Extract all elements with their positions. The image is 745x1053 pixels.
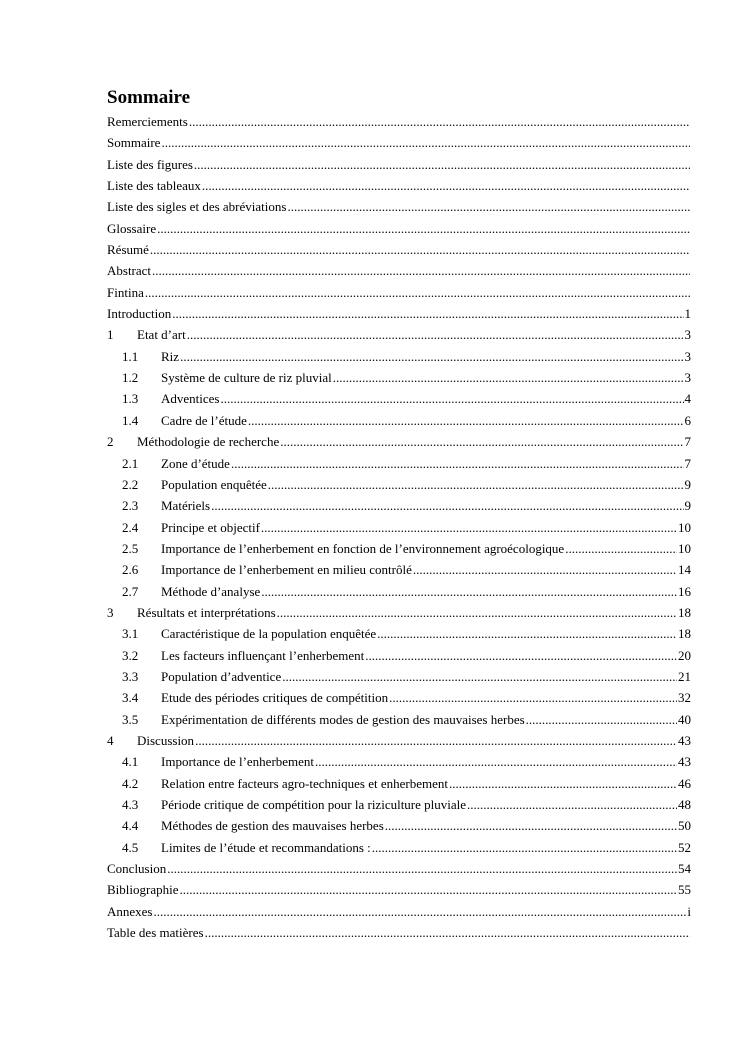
toc-dot-leader bbox=[282, 666, 677, 687]
toc-entry-label: Liste des figures bbox=[107, 156, 193, 172]
toc-entry-number: 3.4 bbox=[122, 690, 139, 706]
toc-dot-leader bbox=[150, 239, 690, 260]
table-of-contents bbox=[107, 111, 691, 943]
toc-entry-label: Importance de l’enherbement en milieu contrôlé bbox=[161, 562, 412, 578]
toc-entry-page-number: 43 bbox=[678, 732, 691, 748]
toc-entry-number: 1.4 bbox=[122, 412, 139, 428]
toc-entry-page-number: 55 bbox=[678, 882, 691, 898]
toc-entry-label: Principe et objectif bbox=[161, 519, 260, 535]
toc-entry[interactable] bbox=[107, 730, 691, 751]
toc-entry[interactable] bbox=[107, 602, 691, 623]
toc-entry-number: 4.3 bbox=[122, 797, 139, 812]
toc-dot-leader bbox=[372, 837, 677, 858]
toc-entry-label: Résultats et interprétations bbox=[137, 604, 276, 620]
toc-entry-page-number: 16 bbox=[678, 583, 691, 599]
toc-entry-label: Méthodes de gestion des mauvaises herbes bbox=[161, 818, 384, 834]
toc-entry[interactable] bbox=[107, 837, 691, 858]
toc-dot-leader bbox=[287, 196, 690, 217]
toc-entry-label: Résumé bbox=[107, 242, 149, 258]
toc-entry[interactable] bbox=[107, 645, 691, 666]
toc-entry-number: 2.6 bbox=[122, 562, 139, 578]
toc-entry[interactable] bbox=[107, 687, 691, 708]
toc-entry-label: Population d’adventice bbox=[161, 668, 282, 684]
toc-entry-label: Conclusion bbox=[107, 861, 167, 877]
toc-entry-page-number: 48 bbox=[678, 797, 691, 812]
toc-entry-label: Introduction bbox=[107, 306, 172, 322]
toc-dot-leader bbox=[195, 730, 677, 751]
toc-dot-leader bbox=[145, 282, 690, 303]
toc-dot-leader bbox=[413, 559, 677, 580]
toc-entry-page-number: 32 bbox=[678, 690, 691, 706]
toc-entry[interactable] bbox=[107, 538, 691, 559]
toc-entry[interactable] bbox=[107, 666, 691, 687]
toc-entry-page-number: 3 bbox=[684, 370, 691, 386]
toc-entry[interactable] bbox=[107, 324, 691, 345]
toc-entry-number: 2.1 bbox=[122, 455, 139, 471]
toc-entry-page-number: 3 bbox=[684, 348, 691, 364]
toc-entry[interactable] bbox=[107, 709, 691, 730]
toc-entry[interactable] bbox=[107, 388, 691, 409]
toc-entry-label: Cadre de l’étude bbox=[161, 412, 247, 428]
toc-entry-page-number: 10 bbox=[678, 519, 691, 535]
toc-entry-label: Etat d’art bbox=[137, 327, 186, 343]
toc-dot-leader bbox=[211, 495, 683, 516]
toc-dot-leader bbox=[157, 218, 690, 239]
toc-dot-leader bbox=[277, 602, 677, 623]
toc-entry-label: Méthodologie de recherche bbox=[137, 434, 280, 450]
toc-entry-page-number: 54 bbox=[678, 861, 691, 877]
toc-entry-number: 1.2 bbox=[122, 370, 139, 386]
toc-entry[interactable] bbox=[107, 623, 691, 644]
toc-entry-number: 2.2 bbox=[122, 476, 139, 492]
toc-entry-label: Fintina bbox=[107, 284, 144, 300]
toc-entry-page-number: 46 bbox=[678, 775, 691, 791]
toc-entry-page-number: 21 bbox=[678, 668, 691, 684]
toc-entry[interactable] bbox=[107, 794, 691, 815]
toc-entry-page-number: 14 bbox=[678, 562, 691, 578]
toc-entry[interactable] bbox=[107, 815, 691, 836]
toc-entry-label: Importance de l’enherbement bbox=[161, 754, 315, 770]
toc-entry-label: Zone d’étude bbox=[161, 455, 230, 471]
toc-entry[interactable] bbox=[107, 175, 691, 196]
toc-entry-page-number: 1 bbox=[684, 306, 691, 322]
toc-entry[interactable] bbox=[107, 901, 691, 922]
toc-entry[interactable] bbox=[107, 282, 691, 303]
toc-entry-number: 4.5 bbox=[122, 839, 139, 855]
toc-entry-number: 4.2 bbox=[122, 775, 139, 791]
toc-dot-leader bbox=[261, 517, 677, 538]
toc-entry-label: Etude des périodes critiques de compétition bbox=[161, 690, 389, 706]
toc-dot-leader bbox=[268, 474, 684, 495]
toc-dot-leader bbox=[526, 709, 677, 730]
toc-dot-leader bbox=[248, 410, 684, 431]
toc-entry-label: Système de culture de riz pluvial bbox=[161, 370, 332, 386]
toc-entry-label: Caractéristique de la population enquêtée bbox=[161, 626, 377, 642]
toc-entry-page-number: 9 bbox=[684, 498, 691, 514]
toc-entry-label: Matériels bbox=[161, 498, 211, 514]
toc-entry-number: 1.3 bbox=[122, 391, 139, 407]
toc-entry[interactable] bbox=[107, 858, 691, 879]
toc-entry-label: Population enquêtée bbox=[161, 476, 267, 492]
toc-entry[interactable] bbox=[107, 773, 691, 794]
toc-dot-leader bbox=[333, 367, 684, 388]
toc-dot-leader bbox=[202, 175, 690, 196]
toc-entry[interactable] bbox=[107, 431, 691, 452]
toc-entry-label: Les facteurs influençant l’enherbement bbox=[161, 647, 365, 663]
toc-dot-leader bbox=[389, 687, 677, 708]
toc-entry-label: Glossaire bbox=[107, 220, 157, 236]
toc-dot-leader bbox=[180, 879, 678, 900]
toc-entry[interactable] bbox=[107, 922, 691, 943]
toc-entry-number: 2.5 bbox=[122, 540, 139, 556]
toc-entry-page-number: 9 bbox=[684, 476, 691, 492]
toc-dot-leader bbox=[167, 858, 677, 879]
toc-entry-number: 3.3 bbox=[122, 668, 139, 684]
toc-entry[interactable] bbox=[107, 132, 691, 153]
toc-entry-label: Période critique de compétition pour la riziculture pluviale bbox=[161, 797, 467, 812]
toc-entry-label: Expérimentation de différents modes de gestion des mauvaises herbes bbox=[161, 711, 525, 727]
toc-dot-leader bbox=[231, 453, 684, 474]
toc-entry[interactable] bbox=[107, 453, 691, 474]
toc-entry-label: Abstract bbox=[107, 263, 152, 279]
toc-entry-page-number: 43 bbox=[678, 754, 691, 770]
toc-entry[interactable] bbox=[107, 517, 691, 538]
toc-entry-page-number: i bbox=[687, 903, 691, 919]
toc-entry-page-number: 20 bbox=[678, 647, 691, 663]
toc-entry-page-number: 3 bbox=[684, 327, 691, 343]
toc-dot-leader bbox=[152, 260, 690, 281]
toc-entry-label: Méthode d’analyse bbox=[161, 583, 261, 599]
toc-entry[interactable] bbox=[107, 474, 691, 495]
toc-dot-leader bbox=[377, 623, 677, 644]
toc-entry-label: Remerciements bbox=[107, 114, 188, 129]
toc-entry-number: 3.1 bbox=[122, 626, 139, 642]
toc-dot-leader bbox=[467, 794, 677, 815]
toc-entry-label: Liste des sigles et des abréviations bbox=[107, 199, 287, 215]
toc-entry-number: 1.1 bbox=[122, 348, 139, 364]
toc-dot-leader bbox=[187, 324, 684, 345]
page-title: Sommaire bbox=[107, 87, 191, 108]
toc-entry-page-number: 6 bbox=[684, 412, 691, 428]
toc-entry-number: 2 bbox=[107, 434, 114, 450]
toc-entry-label: Table des matières bbox=[107, 925, 204, 941]
toc-dot-leader bbox=[565, 538, 677, 559]
toc-entry-number: 2.7 bbox=[122, 583, 139, 599]
toc-entry-number: 3.2 bbox=[122, 647, 139, 663]
toc-entry-number: 3.5 bbox=[122, 711, 139, 727]
toc-entry-page-number: 4 bbox=[684, 391, 691, 407]
toc-entry-page-number: 18 bbox=[678, 626, 691, 642]
toc-entry[interactable] bbox=[107, 751, 691, 772]
toc-entry-number: 2.4 bbox=[122, 519, 139, 535]
toc-dot-leader bbox=[365, 645, 677, 666]
toc-entry-page-number: 40 bbox=[678, 711, 691, 727]
toc-entry-number: 4.4 bbox=[122, 818, 139, 834]
toc-entry[interactable] bbox=[107, 559, 691, 580]
toc-entry-number: 4.1 bbox=[122, 754, 139, 770]
toc-dot-leader bbox=[280, 431, 683, 452]
toc-entry[interactable] bbox=[107, 367, 691, 388]
toc-dot-leader bbox=[315, 751, 677, 772]
toc-entry-label: Bibliographie bbox=[107, 882, 179, 898]
toc-entry[interactable] bbox=[107, 154, 691, 175]
toc-entry-label: Adventices bbox=[161, 391, 220, 407]
toc-entry-number: 1 bbox=[107, 327, 114, 343]
toc-entry[interactable] bbox=[107, 303, 691, 324]
toc-entry-label: Riz bbox=[161, 348, 180, 364]
document-page bbox=[107, 86, 691, 943]
toc-dot-leader bbox=[161, 132, 690, 153]
toc-entry[interactable] bbox=[107, 581, 691, 602]
toc-entry-number: 3 bbox=[107, 604, 114, 620]
toc-entry-number: 2.3 bbox=[122, 498, 139, 514]
toc-dot-leader bbox=[154, 901, 687, 922]
toc-entry[interactable] bbox=[107, 196, 691, 217]
toc-entry-page-number: 18 bbox=[678, 604, 691, 620]
toc-dot-leader bbox=[220, 388, 683, 409]
toc-entry[interactable] bbox=[107, 260, 691, 281]
toc-entry[interactable] bbox=[107, 346, 691, 367]
toc-entry[interactable] bbox=[107, 495, 691, 516]
toc-entry-label: Discussion bbox=[137, 732, 195, 748]
toc-dot-leader bbox=[180, 346, 683, 367]
toc-entry[interactable] bbox=[107, 879, 691, 900]
toc-dot-leader bbox=[194, 154, 690, 175]
toc-entry-label: Annexes bbox=[107, 903, 153, 919]
toc-entry[interactable] bbox=[107, 111, 691, 132]
toc-entry-page-number: 52 bbox=[678, 839, 691, 855]
toc-dot-leader bbox=[189, 111, 690, 132]
toc-entry-page-number: 10 bbox=[678, 540, 691, 556]
toc-entry-label: Liste des tableaux bbox=[107, 178, 201, 194]
toc-entry-label: Importance de l’enherbement en fonction de l’environnement agroécologique bbox=[161, 540, 565, 556]
toc-dot-leader bbox=[205, 922, 690, 943]
toc-entry-label: Sommaire bbox=[107, 135, 161, 151]
toc-entry[interactable] bbox=[107, 218, 691, 239]
toc-entry-page-number: 7 bbox=[684, 434, 691, 450]
toc-dot-leader bbox=[385, 815, 677, 836]
toc-entry-label: Limites de l’étude et recommandations : bbox=[161, 839, 371, 855]
toc-dot-leader bbox=[172, 303, 683, 324]
toc-entry[interactable] bbox=[107, 239, 691, 260]
toc-entry-page-number: 7 bbox=[684, 455, 691, 471]
toc-entry[interactable] bbox=[107, 410, 691, 431]
toc-entry-label: Relation entre facteurs agro-techniques et enherbement bbox=[161, 775, 448, 791]
toc-entry-number: 4 bbox=[107, 732, 114, 748]
toc-dot-leader bbox=[449, 773, 677, 794]
toc-entry-page-number: 50 bbox=[678, 818, 691, 834]
toc-dot-leader bbox=[261, 581, 677, 602]
